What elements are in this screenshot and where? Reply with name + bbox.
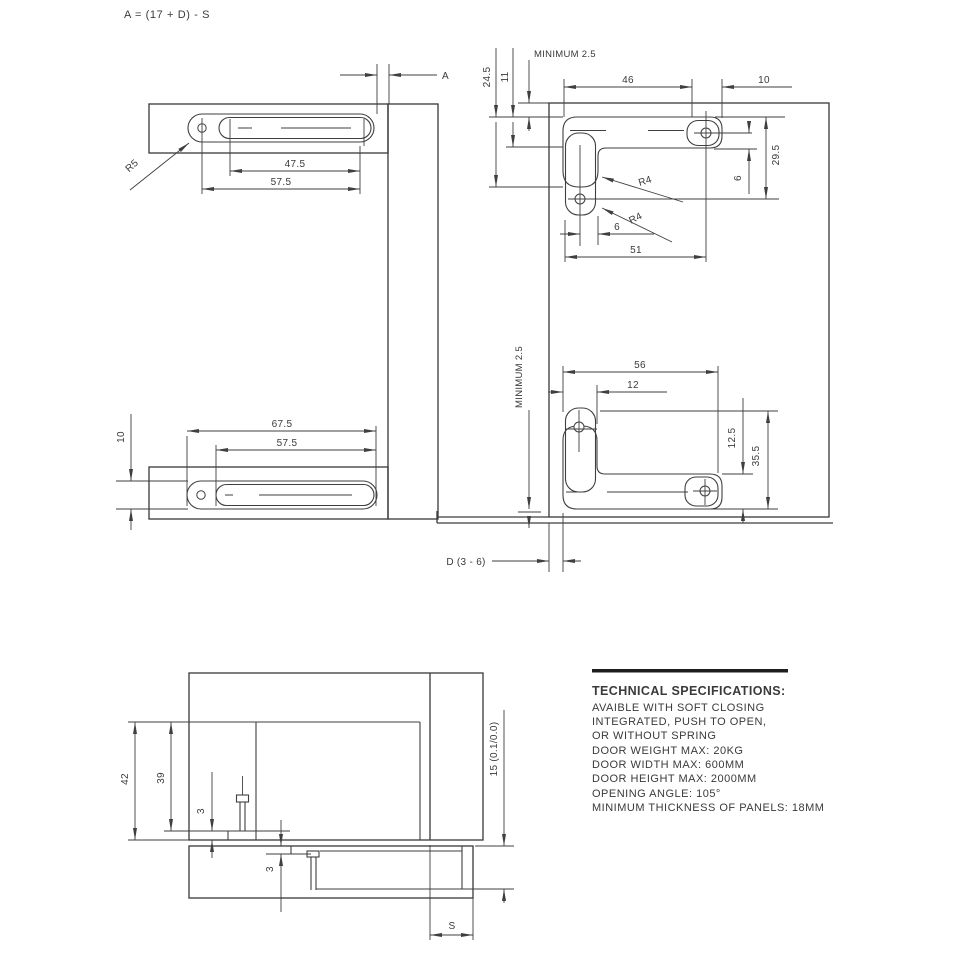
- specs-line: OR WITHOUT SPRING: [592, 730, 717, 742]
- dim-A-label: A: [442, 71, 449, 82]
- dim-6-vertical: [714, 121, 757, 194]
- specs-line: DOOR WEIGHT MAX: 20KG: [592, 745, 744, 757]
- dim-15-label: 15 (0.1/0.0): [489, 721, 500, 777]
- screw-hole: [197, 491, 205, 499]
- specs-title: TECHNICAL SPECIFICATIONS:: [592, 684, 786, 698]
- specs-line: DOOR HEIGHT MAX: 2000MM: [592, 773, 757, 785]
- door-panel-outline: [549, 103, 829, 517]
- r5-label: R5: [123, 157, 141, 175]
- dim-A: [340, 64, 449, 114]
- slot-outer: [563, 426, 722, 509]
- base-pocket: [291, 846, 462, 889]
- dim-10-label: 10: [116, 431, 127, 443]
- base-screw: [307, 851, 319, 890]
- centerlines: [568, 111, 779, 262]
- screw-shank: [311, 857, 316, 890]
- dim-minimum-2-5-left: [514, 346, 541, 528]
- upper-L-slot: [563, 111, 779, 262]
- dim-56: [563, 360, 718, 473]
- dim-minimum-2-5-top: [489, 49, 596, 131]
- dim-11-label: 11: [500, 71, 511, 83]
- specs-line: DOOR WIDTH MAX: 600MM: [592, 759, 745, 771]
- dim-46-label: 46: [622, 75, 634, 86]
- dim-24-5-label: 24.5: [482, 66, 493, 88]
- dim-minimum-2-5-top-label: MINIMUM 2.5: [534, 49, 596, 60]
- dim-10: [116, 414, 188, 530]
- dim-42: [120, 722, 256, 840]
- radius-callout-r5: [124, 143, 189, 190]
- figure-cabinet-section: [116, 64, 449, 530]
- screw-head: [237, 795, 249, 802]
- dim-67-5-label: 67.5: [271, 419, 293, 430]
- bottom-slot: [187, 481, 377, 509]
- formula-label: A = (17 + D) - S: [124, 9, 211, 21]
- dim-67-5: [187, 419, 376, 506]
- dim-10-right: [722, 75, 792, 118]
- dim-12-5: [722, 398, 753, 523]
- lower-L-slot: [563, 408, 722, 509]
- r4-lower-label: R4: [627, 210, 645, 227]
- dim-6-horizontal-label: 6: [614, 222, 620, 233]
- dim-3-base-label: 3: [265, 866, 276, 872]
- dim-47-5-label: 47.5: [284, 159, 306, 170]
- dim-12-5-label: 12.5: [727, 427, 738, 449]
- dim-minimum-2-5-left-label: MINIMUM 2.5: [514, 346, 525, 408]
- dim-35-5: [600, 411, 778, 509]
- slot-inner-arm: [566, 408, 596, 492]
- radius-callout-r4-upper: [602, 174, 683, 202]
- dim-51: [565, 220, 706, 262]
- radius-callout-r4-lower: [602, 208, 672, 242]
- specs-line: OPENING ANGLE: 105°: [592, 788, 721, 800]
- figure-door-panel: [437, 48, 833, 572]
- dim-S-label: S: [448, 921, 456, 932]
- specs-block: [592, 669, 824, 814]
- specs-line: INTEGRATED, PUSH TO OPEN,: [592, 716, 767, 728]
- dim-46: [564, 75, 692, 117]
- dim-57-5-top-label: 57.5: [270, 177, 292, 188]
- specs-line: AVAIBLE WITH SOFT CLOSING: [592, 702, 765, 714]
- dim-6-vertical-label: 6: [733, 175, 744, 181]
- dim-29-5: [715, 117, 785, 199]
- dim-51-label: 51: [630, 245, 642, 256]
- dim-56-label: 56: [634, 360, 646, 371]
- side-board-outline: [388, 104, 438, 519]
- dim-57-5-bottom: [216, 438, 376, 506]
- figure-hinge-cross-section: [120, 673, 514, 940]
- screw-shank: [240, 802, 245, 831]
- dim-57-5-bottom-label: 57.5: [276, 438, 298, 449]
- specs-line: MINIMUM THICKNESS OF PANELS: 18MM: [592, 802, 825, 814]
- dim-39-label: 39: [156, 772, 167, 784]
- dim-29-5-label: 29.5: [771, 144, 782, 166]
- specs-divider-bar: [592, 669, 788, 673]
- door-screw: [237, 776, 249, 831]
- dim-15: [462, 710, 514, 903]
- dim-d-range: [446, 513, 581, 572]
- dim-39: [156, 722, 228, 831]
- dim-3-door: [196, 772, 212, 858]
- top-board-outline: [149, 104, 388, 153]
- dim-42-label: 42: [120, 773, 131, 785]
- top-slot: [188, 114, 374, 146]
- dim-11: [500, 48, 563, 147]
- dim-d-range-label: D (3 - 6): [446, 557, 486, 568]
- dim-S: [430, 845, 473, 940]
- bottom-board-outline: [149, 467, 388, 519]
- dim-57-5-top: [202, 118, 360, 194]
- dim-35-5-label: 35.5: [751, 445, 762, 467]
- r4-upper-label: R4: [637, 174, 654, 189]
- door-section-outline: [189, 673, 483, 840]
- dim-24-5: [482, 48, 563, 187]
- dim-12-label: 12: [627, 380, 639, 391]
- dim-3-door-label: 3: [196, 808, 207, 814]
- dim-10-right-label: 10: [758, 75, 770, 86]
- dim-47-5: [230, 119, 360, 194]
